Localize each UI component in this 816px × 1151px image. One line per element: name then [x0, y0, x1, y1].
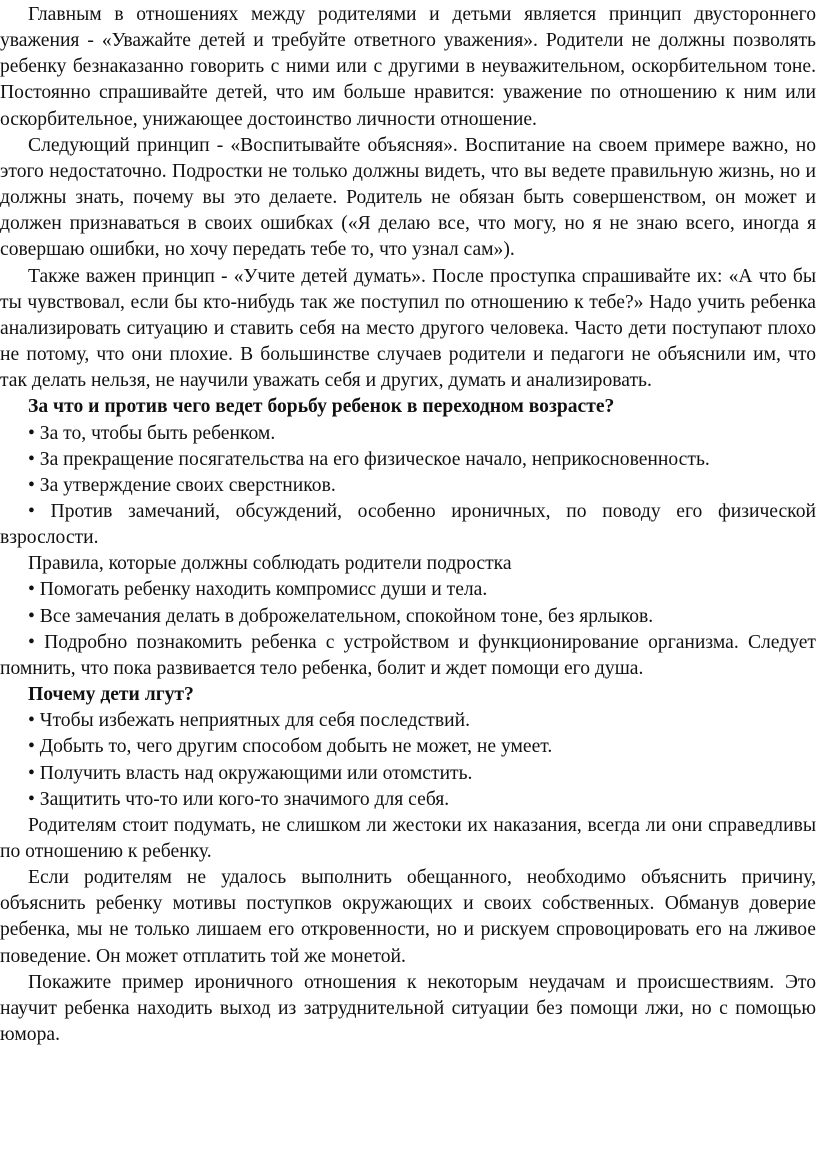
heading-teen-struggle: За что и против чего ведет борьбу ребенок в переходном возрасте?: [28, 396, 615, 418]
list-item: • За прекращение посягательства на его физическое начало, неприкосновенность.: [28, 448, 710, 470]
list-item: • За то, чтобы быть ребенком.: [28, 422, 276, 444]
list-item: • Все замечания делать в доброжелательном, спокойном тоне, без ярлыков.: [28, 605, 654, 627]
list-item: • Добыть то, чего другим способом добыть не может, не умеет.: [28, 736, 553, 758]
list-item: • Подробно познакомить ребенка с устройством и функционирование организма. Следует помнить, что пока развивается тело ребенка, болит и ждет помощи его душа.: [0, 631, 816, 679]
heading-parent-rules: Правила, которые должны соблюдать родители подростка: [28, 553, 512, 575]
list-item: • Чтобы избежать неприятных для себя последствий.: [28, 710, 470, 732]
paragraph-teach-thinking: Также важен принцип - «Учите детей думать». После проступка спрашивайте их: «А что бы ты чувствовал, если бы кто-нибудь так же поступил по отношению к тебе?» Надо учить ребенка анализировать ситуацию и ставить себя на место другого человека. Часто дети поступают плохо не потому, что они плохие. В большинстве случаев родители и педагоги не объяснили им, что так делать нельзя, не научили уважать себя и других, думать и анализировать.: [0, 265, 816, 392]
list-item: • Помогать ребенку находить компромисс души и тела.: [28, 579, 488, 601]
paragraph-punishment: Родителям стоит подумать, не слишком ли жестоки их наказания, всегда ли они справедливы по отношению к ребенку.: [0, 814, 816, 862]
paragraph-humor: Покажите пример ироничного отношения к некоторым неудачам и происшествиям. Это научит ребенка находить выход из затруднительной ситуации без помощи лжи, но с помощью юмора.: [0, 971, 816, 1046]
heading-why-children-lie: Почему дети лгут?: [28, 684, 194, 706]
paragraph-mutual-respect: Главным в отношениях между родителями и детьми является принцип двустороннего уважения - «Уважайте детей и требуйте ответного уважения». Родители не должны позволять ребенку безнаказанно говорить с ними или с другими в неуважительном, оскорбительном тоне. Постоянно спрашивайте детей, что им больше нравится: уважение по отношению к ним или оскорбительное, унижающее достоинство личности отношение.: [0, 4, 816, 130]
list-item: • За утверждение своих сверстников.: [28, 474, 336, 496]
paragraph-broken-promise: Если родителям не удалось выполнить обещанного, необходимо объяснить причину, объяснить ребенку мотивы поступков окружающих и своих собственных. Обманув доверие ребенка, мы не только лишаем его откровенности, но и рискуем спровоцировать его на лживое поведение. Он может отплатить той же монетой.: [0, 867, 816, 967]
list-item: • Защитить что-то или кого-то значимого для себя.: [28, 788, 450, 810]
list-item: • Получить власть над окружающими или отомстить.: [28, 762, 473, 784]
list-item: • Против замечаний, обсуждений, особенно ироничных, по поводу его физической взрослости.: [0, 500, 816, 549]
paragraph-explain-upbringing: Следующий принцип - «Воспитывайте объясняя». Воспитание на своем примере важно, но этого недостаточно. Подростки не только должны видеть, что вы ведете правильную жизнь, но и должны знать, почему вы это делаете. Родитель не обязан быть совершенством, он может и должен признаваться в своих ошибках («Я делаю все, что могу, но я не знаю всего, иногда я совершаю ошибки, но хочу передать тебе то, что узнал сам»).: [0, 134, 816, 261]
